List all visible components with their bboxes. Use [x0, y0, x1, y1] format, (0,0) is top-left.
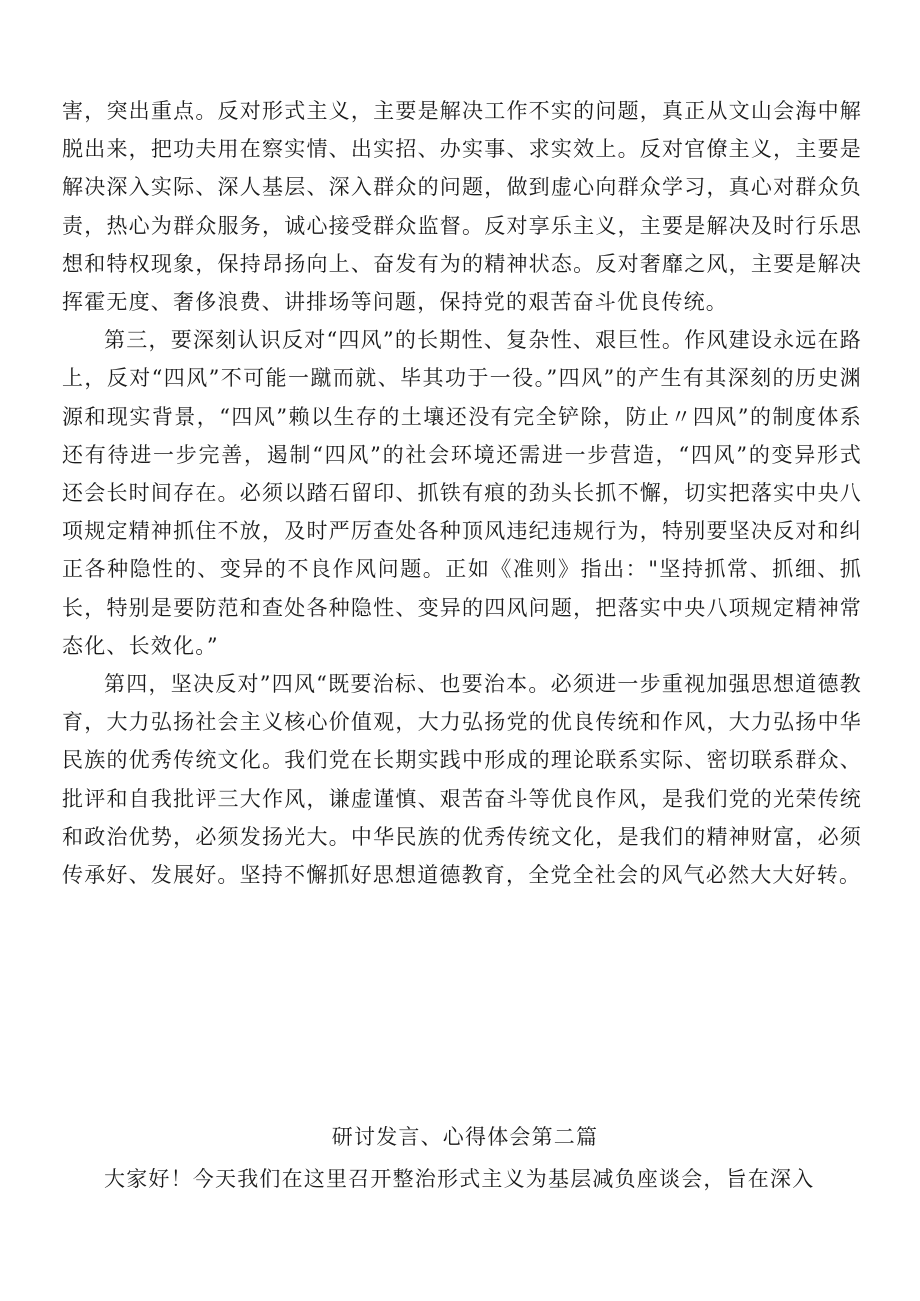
body-text	[62, 92, 862, 894]
section-heading: 研讨发言、心得体会第二篇	[331, 1125, 599, 1149]
paragraph-fourth-point: 第四，坚决反对”四风“既要治标、也要治本。必须进一步重视加强思想道德教育，大力弘扬社会主义核心价值观，大力弘扬党的优良传统和作风，大力弘扬中华民族的优秀传统文化。我们党在长期实践中形成的理论联系实际、密切联系群众、批评和自我批评三大作风，谦虚谨慎、艰苦奋斗等优良作风，是我们党的光荣传统和政治优势，必须发扬光大。中华民族的优秀传统文化，是我们的精神财富，必须传承好、发展好。坚持不懈抓好思想道德教育，全党全社会的风气必然大大好转。	[62, 672, 862, 888]
paragraph-opening: 大家好！今天我们在这里召开整治形式主义为基层减负座谈会，旨在深入	[104, 1167, 815, 1191]
paragraph-third-point: 第三，要深刻认识反对“四风”的长期性、复杂性、艰巨性。作风建设永远在路上，反对“四风”不可能一蹴而就、毕其功于一役。”四风”的产生有其深刻的历史渊源和现实背景，“四风”赖以生存的土壤还没有完全铲除，防止〃四风”的制度体系还有待进一步完善，遏制“四风”的社会环境还需进一步营造，“四风”的变异形式还会长时间存在。必须以踏石留印、抓铁有痕的劲头长抓不懈，切实把落实中央八项规定精神抓住不放，及时严厉查处各种顶风违纪违规行为，特别要坚决反对和纠正各种隐性的、变异的不良作风问题。正如《准则》指出："坚持抓常、抓细、抓长，特别是要防范和查处各种隐性、变异的四风问题，把落实中央八项规定精神常态化、长效化。”	[62, 328, 862, 658]
paragraph-continuation: 害，突出重点。反对形式主义，主要是解决工作不实的问题，真正从文山会海中解脱出来，把功夫用在察实情、出实招、办实事、求实效上。反对官僚主义，主要是解决深入实际、深人基层、深入群众的问题，做到虚心向群众学习，真心对群众负责，热心为群众服务，诚心接受群众监督。反对享乐主义，主要是解决及时行乐思想和特权现象，保持昂扬向上、奋发有为的精神状态。反对奢靡之风，主要是解决挥霍无度、奢侈浪费、讲排场等问题，保持党的艰苦奋斗优良传统。	[62, 99, 862, 315]
